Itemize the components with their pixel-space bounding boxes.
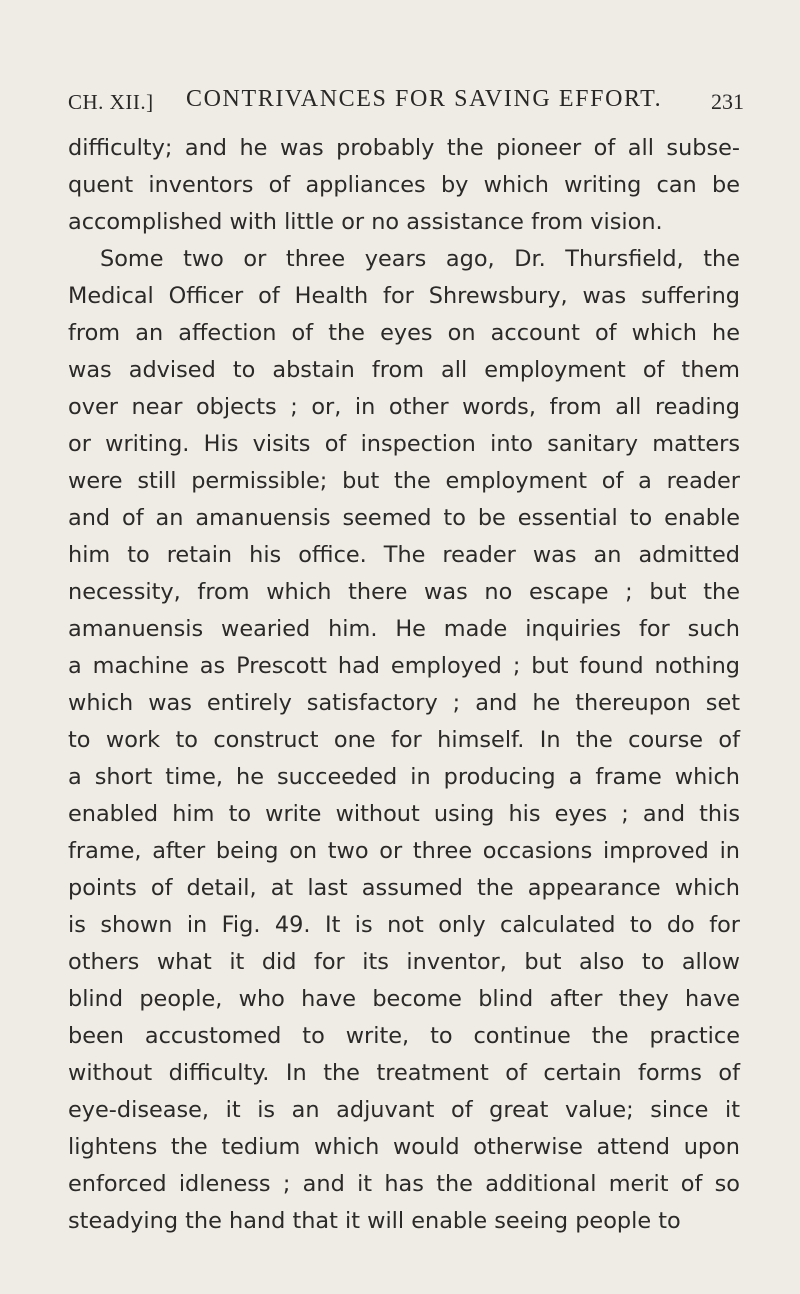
running-header <box>68 86 748 116</box>
text-line: a machine as Prescott had employed ; but found nothing <box>68 653 740 679</box>
text-line: without difficulty. In the treatment of certain forms of <box>68 1060 740 1086</box>
text-line: and of an amanuensis seemed to be essential to enable <box>68 505 740 531</box>
text-line: a short time, he succeeded in producing a frame which <box>68 764 740 790</box>
text-line: or writing. His visits of inspection into sanitary matters <box>68 431 740 457</box>
text-line: from an affection of the eyes on account of which he <box>68 320 740 346</box>
text-line: points of detail, at last assumed the appearance which <box>68 875 740 901</box>
body-text <box>68 130 740 1240</box>
text-line: necessity, from which there was no escape ; but the <box>68 579 740 605</box>
text-line: enforced idleness ; and it has the additional merit of so <box>68 1171 740 1197</box>
text-line: him to retain his office. The reader was an admitted <box>68 542 740 568</box>
text-line: enabled him to write without using his eyes ; and this <box>68 801 740 827</box>
text-line: was advised to abstain from all employment of them <box>68 357 740 383</box>
text-line: lightens the tedium which would otherwise attend upon <box>68 1134 740 1160</box>
chapter-label: CH. XII.] <box>68 90 154 114</box>
text-line: accomplished with little or no assistance from vision. <box>68 209 663 235</box>
text-line: Medical Officer of Health for Shrewsbury, was suffering <box>68 283 740 309</box>
running-title: CONTRIVANCES FOR SAVING EFFORT. <box>186 86 663 112</box>
text-line: quent inventors of appliances by which writing can be <box>68 172 740 198</box>
text-line: over near objects ; or, in other words, from all reading <box>68 394 740 420</box>
text-line: were still permissible; but the employment of a reader <box>68 468 740 494</box>
text-line: is shown in Fig. 49. It is not only calculated to do for <box>68 912 740 938</box>
text-line: others what it did for its inventor, but also to allow <box>68 949 740 975</box>
text-line: Some two or three years ago, Dr. Thursfield, the <box>100 246 740 272</box>
text-line: which was entirely satisfactory ; and he thereupon set <box>68 690 740 716</box>
text-line: amanuensis wearied him. He made inquiries for such <box>68 616 740 642</box>
text-line: frame, after being on two or three occasions improved in <box>68 838 740 864</box>
page-number: 231 <box>711 89 744 114</box>
text-line: eye-disease, it is an adjuvant of great value; since it <box>68 1097 740 1123</box>
text-line: blind people, who have become blind after they have <box>68 986 740 1012</box>
text-line: difficulty; and he was probably the pioneer of all subse- <box>68 135 740 161</box>
text-line: steadying the hand that it will enable seeing people to <box>68 1208 681 1234</box>
text-line: been accustomed to write, to continue the practice <box>68 1023 740 1049</box>
text-line: to work to construct one for himself. In the course of <box>68 727 740 753</box>
